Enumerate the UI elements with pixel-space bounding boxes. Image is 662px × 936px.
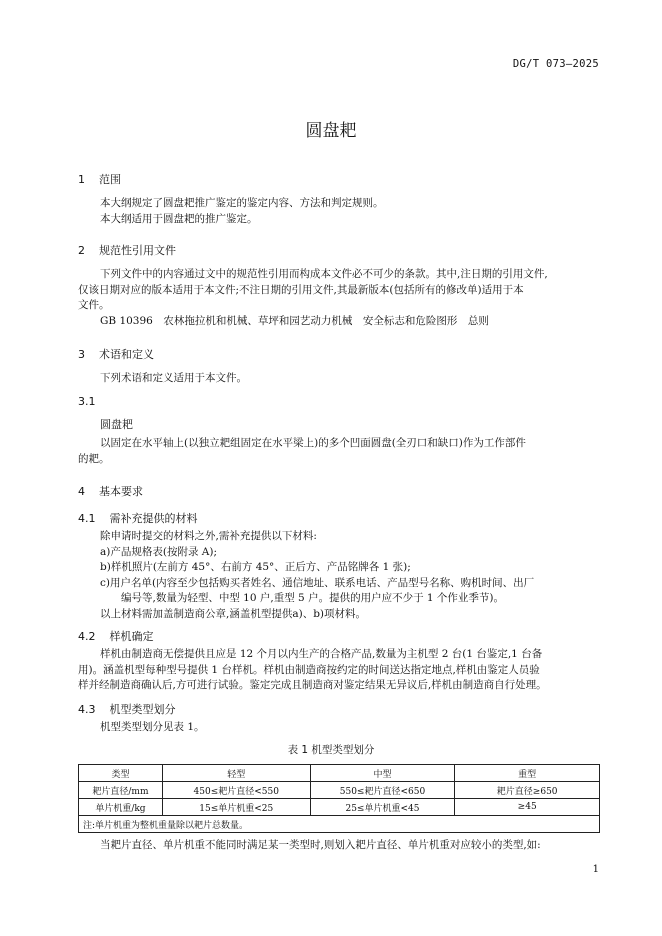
- section-title: 范围: [99, 173, 121, 186]
- closing-paragraph: [78, 838, 600, 854]
- section-1-heading: [78, 171, 121, 187]
- paragraph-line: 本大纲规定了圆盘耙推广鉴定的鉴定内容、方法和判定规则。: [100, 197, 384, 209]
- section-number: 4.2: [78, 630, 96, 643]
- table-cell: 15≤单片机重<25: [162, 799, 310, 816]
- list-item: a)产品规格表(按附录 A);: [100, 545, 218, 558]
- list-item: c)用户名单(内容至少包括购买者姓名、通信地址、联系电话、产品型号名称、购机时间、出厂: [100, 576, 535, 589]
- machine-type-table: [78, 764, 600, 833]
- paragraph-line: 下列术语和定义适用于本文件。: [100, 372, 247, 384]
- table-header-cell: 中型: [310, 765, 455, 782]
- paragraph-line: 以上材料需加盖制造商公章,涵盖机型提供a)、b)项材料。: [100, 607, 367, 620]
- section-number: 2: [78, 244, 85, 257]
- table-row: [79, 799, 600, 816]
- paragraph-line: 的耙。: [78, 452, 110, 465]
- table-cell: 550≤耙片直径<650: [310, 782, 455, 799]
- section-3-body: [78, 371, 600, 387]
- section-title: 规范性引用文件: [99, 244, 176, 257]
- list-item-continuation: 编号等,数量为轻型、中型 10 户,重型 5 户。提供的用户应不少于 1 个作业季节)。: [121, 592, 505, 604]
- section-number: 4.1: [78, 512, 96, 525]
- clause-4-2-heading: [78, 628, 154, 644]
- section-title: 术语和定义: [99, 348, 154, 361]
- clause-4-3-heading: [78, 701, 176, 717]
- table-header-row: [79, 765, 600, 782]
- paragraph-line: 机型类型划分见表 1。: [100, 721, 205, 733]
- paragraph-line: 本大纲适用于圆盘耙的推广鉴定。: [100, 212, 258, 225]
- section-2-body: [78, 267, 600, 329]
- paragraph-line: 以固定在水平轴上(以独立耙组固定在水平梁上)的多个凹面圆盘(全刃口和缺口)作为工作部件: [100, 437, 526, 449]
- table-note-row: [79, 816, 600, 833]
- table-cell: ≥45: [455, 799, 600, 816]
- clause-4-3-body: [78, 720, 600, 736]
- table-caption: 表 1 机型类型划分: [287, 744, 375, 756]
- table-header-cell: 重型: [455, 765, 600, 782]
- normative-reference: GB 10396 农林拖拉机和机械、草坪和园艺动力机械 安全标志和危险图形 总则: [100, 314, 489, 327]
- section-1-body: [78, 196, 600, 227]
- section-number: 4.3: [78, 703, 96, 716]
- table-cell: 耙片直径≥650: [455, 782, 600, 799]
- section-title: 样机确定: [109, 630, 154, 643]
- paragraph-line: 仅该日期对应的版本适用于本文件;不注日期的引用文件,其最新版本(包括所有的修改单)适用于本: [78, 283, 524, 296]
- page-number: 1: [592, 864, 599, 875]
- paragraph-line: 样并经制造商确认后,方可进行试验。鉴定完成且制造商对鉴定结果无异议后,样机由制造商自行处理。: [78, 679, 547, 691]
- standard-code: DG/T 073—2025: [512, 58, 599, 70]
- table-header-cell: 轻型: [162, 765, 310, 782]
- table-cell: 耙片直径/mm: [79, 782, 163, 799]
- section-title: 基本要求: [99, 485, 143, 498]
- section-title: 需补充提供的材料: [109, 512, 198, 525]
- table-cell: 450≤耙片直径<550: [162, 782, 310, 799]
- section-3-heading: [78, 346, 154, 362]
- term-name: 圆盘耙: [100, 418, 133, 431]
- clause-4-1-heading: [78, 510, 198, 526]
- section-number: 3: [78, 348, 85, 361]
- list-item: b)样机照片(左前方 45°、右前方 45°、正后方、产品铭牌各 1 张);: [100, 561, 411, 573]
- section-4-heading: [78, 483, 143, 499]
- clause-4-2-body: [78, 647, 600, 694]
- section-number: 4: [78, 485, 85, 498]
- paragraph-line: 除申请时提交的材料之外,需补充提供以下材料:: [100, 530, 317, 542]
- clause-3-1-number: 3.1: [78, 395, 96, 408]
- document-title: 圆盘耙: [305, 121, 357, 141]
- paragraph-line: 下列文件中的内容通过文中的规范性引用而构成本文件必不可少的条款。其中,注日期的引用文件,: [100, 268, 548, 280]
- table-cell: 单片机重/kg: [79, 799, 163, 816]
- table-row: [79, 782, 600, 799]
- term-definition: [78, 436, 600, 467]
- table-cell: 25≤单片机重<45: [310, 799, 455, 816]
- paragraph-line: 用)。涵盖机型每种型号提供 1 台样机。样机由制造商按约定的时间送达指定地点,样机由鉴定人员验: [78, 663, 540, 676]
- paragraph-line: 样机由制造商无偿提供且应是 12 个月以内生产的合格产品,数量为主机型 2 台(1 台鉴定,1 台备: [100, 648, 543, 660]
- paragraph-line: 当耙片直径、单片机重不能同时满足某一类型时,则划入耙片直径、单片机重对应较小的类型,如:: [100, 839, 541, 851]
- table-note: 注:单片机重为整机重量除以耙片总数量。: [79, 816, 600, 833]
- clause-4-1-body: [78, 529, 600, 622]
- table-header-cell: 类型: [79, 765, 163, 782]
- section-title: 机型类型划分: [109, 703, 176, 716]
- section-2-heading: [78, 242, 176, 258]
- paragraph-line: 文件。: [78, 299, 110, 311]
- section-number: 1: [78, 173, 85, 186]
